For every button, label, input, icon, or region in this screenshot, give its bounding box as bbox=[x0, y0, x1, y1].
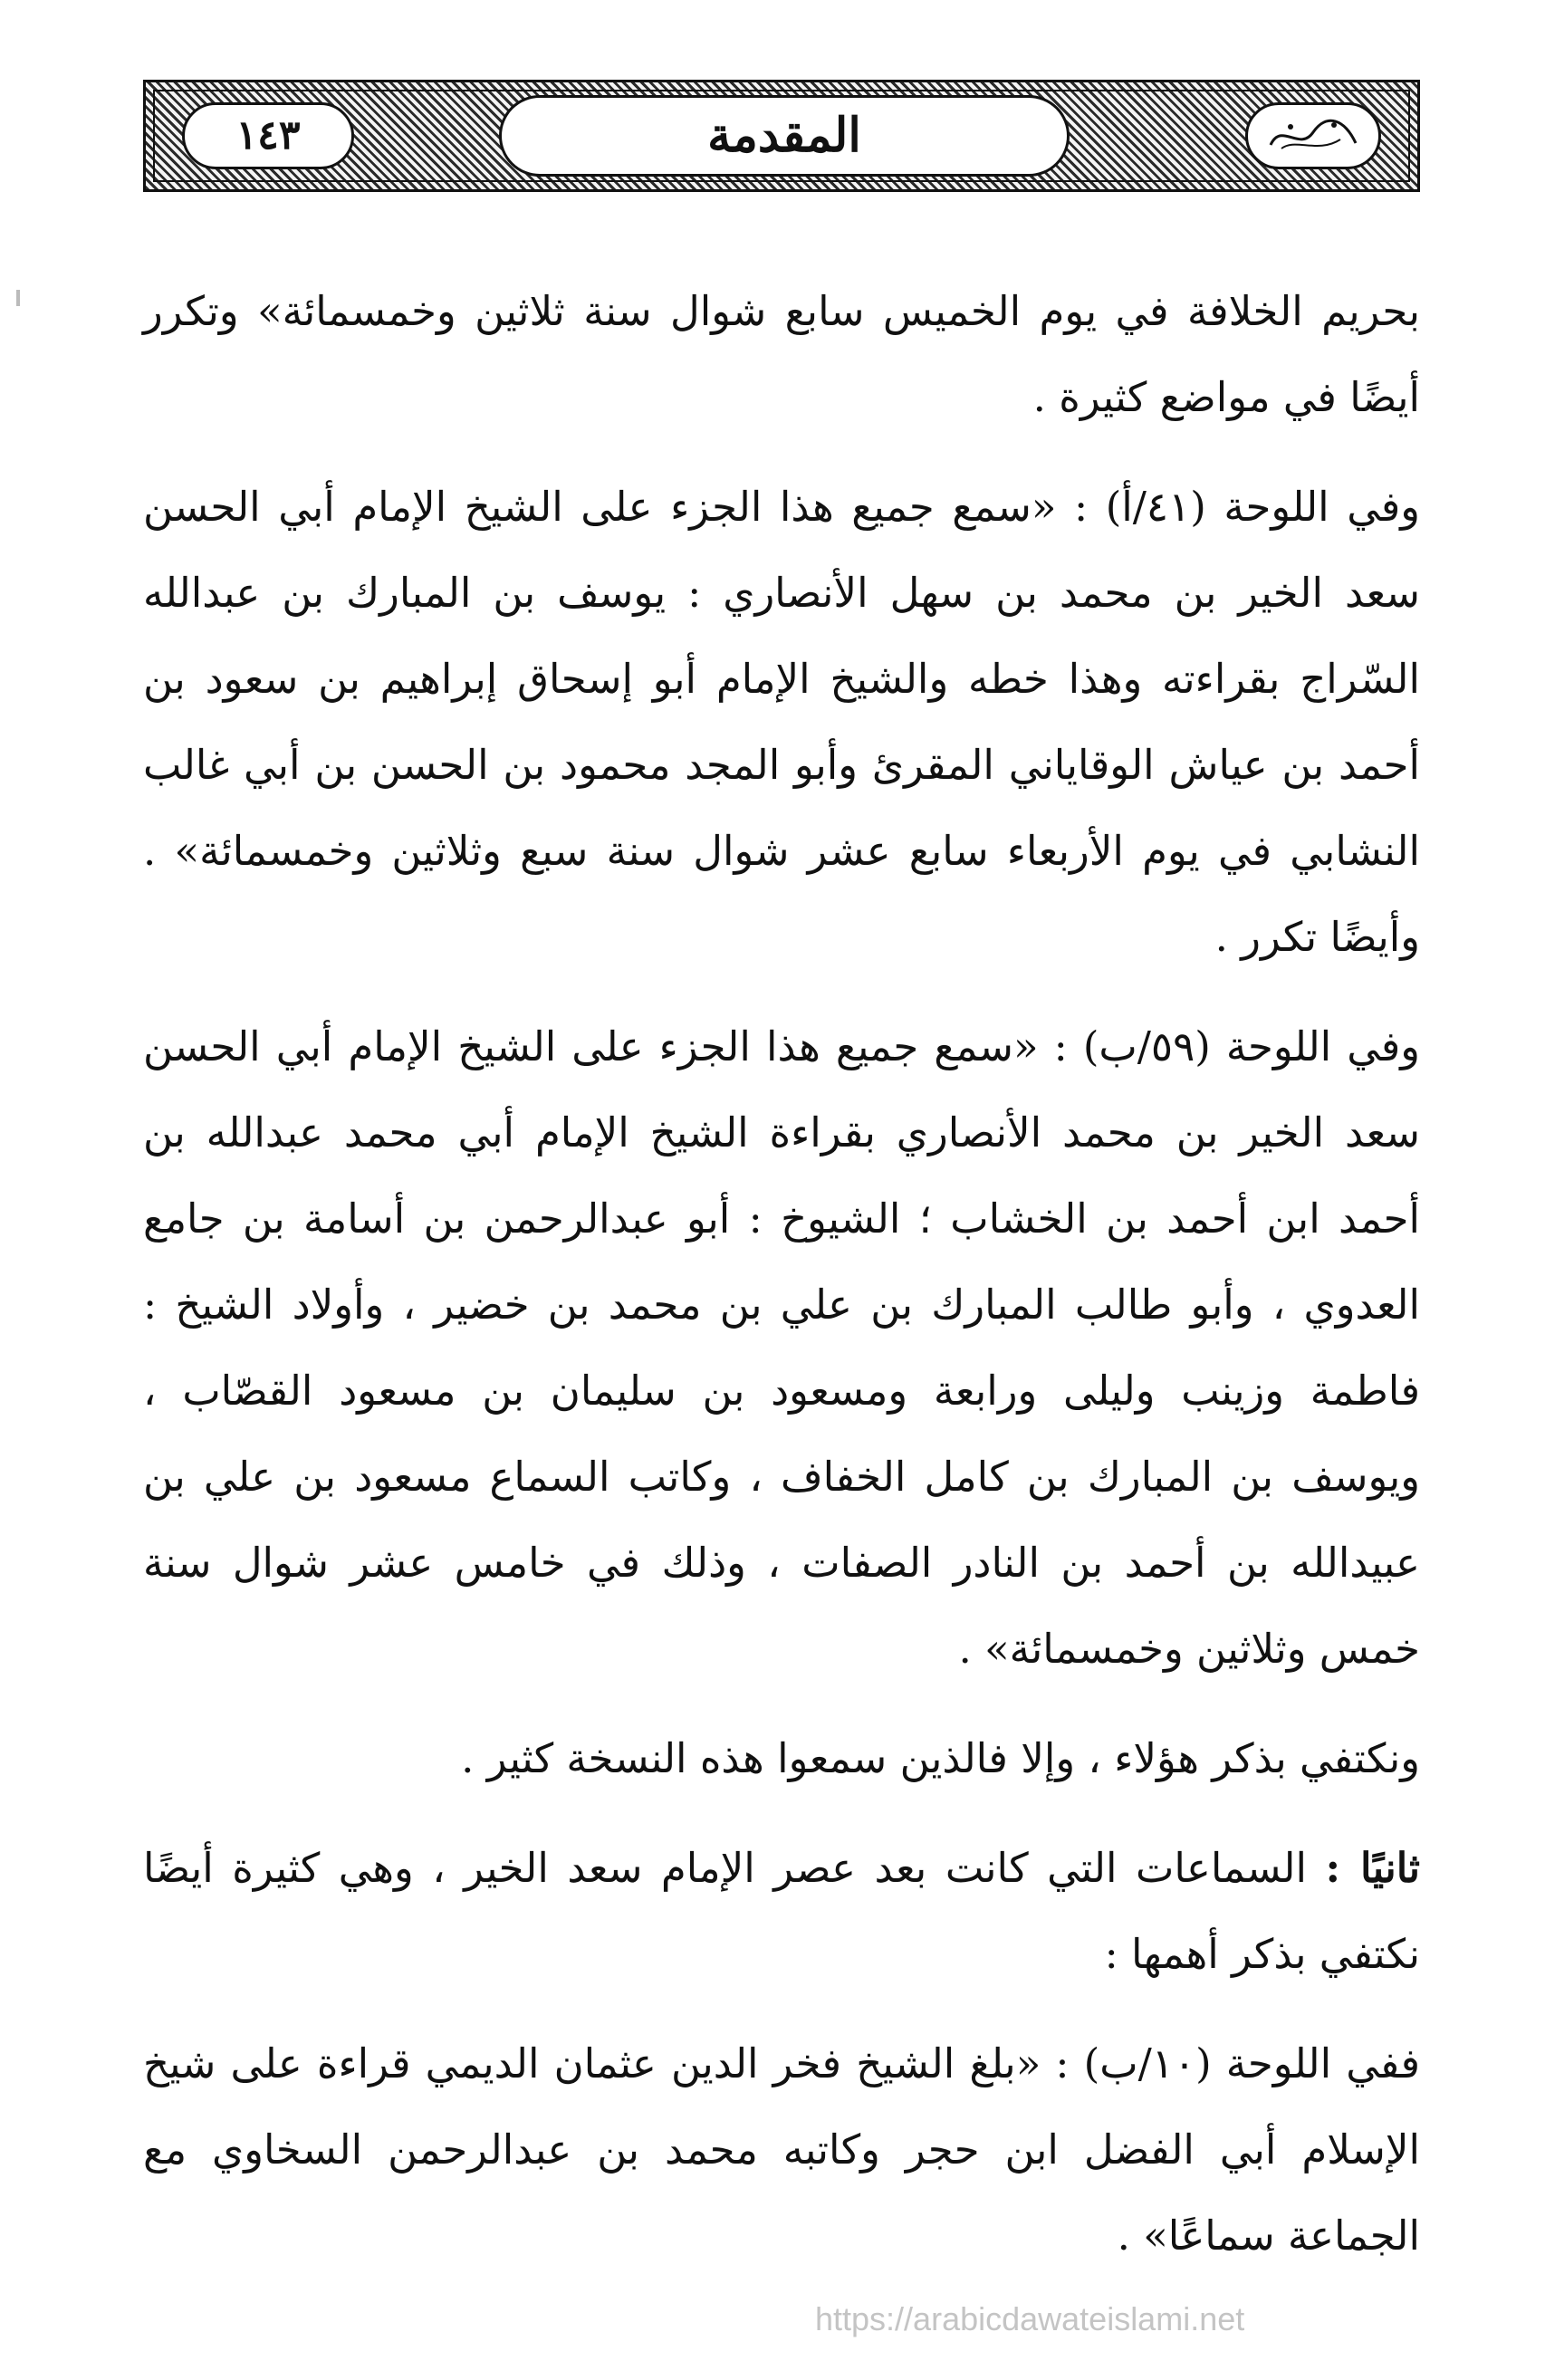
running-title: المقدمة bbox=[707, 108, 861, 163]
section-lead: ثانيًا : bbox=[1325, 1844, 1420, 1892]
text-line: وفي اللوحة (٤١/أ) : «سمع جميع هذا الجزء على الشيخ الإمام أبي الحسن bbox=[143, 483, 1420, 531]
page-body bbox=[143, 268, 1420, 2279]
text-line: شيخ الإسلام أبي الفضل ابن حجر وكاتبه محمد بن عبدالرحمن السخاوي مع bbox=[143, 2039, 1420, 2174]
text-line: سعد الخير بن محمد بن سهل الأنصاري : يوسف بن المبارك بن عبدالله السّراج bbox=[143, 569, 1420, 703]
paragraph-1 bbox=[143, 268, 1420, 440]
paragraph-6 bbox=[143, 2020, 1420, 2279]
scan-artifact bbox=[16, 290, 20, 306]
paragraph-4 bbox=[143, 1715, 1420, 1801]
page-header bbox=[143, 80, 1420, 192]
text-line: الصفات ، وذلك في خامس عشر شوال سنة خمس وثلاثين وخمسمائة» . bbox=[143, 1539, 1420, 1673]
site-watermark: https://arabicdawateislami.net bbox=[815, 2300, 1245, 2337]
text-line: ففي اللوحة (١٠/ب) : «بلغ الشيخ فخر الدين عثمان الديمي قراءة على bbox=[230, 2039, 1421, 2087]
text-line: بقراءته وهذا خطه والشيخ الإمام أبو إسحاق إبراهيم بن سعود بن أحمد بن bbox=[143, 655, 1420, 789]
text-line: ونكتفي بذكر هؤلاء ، وإلا فالذين سمعوا هذه النسخة كثير . bbox=[461, 1734, 1420, 1782]
text-line: بحريم الخلافة في يوم الخميس سابع شوال سنة ثلاثين وخمسمائة» وتكرر أيضًا bbox=[143, 287, 1420, 421]
text-line: ابن أحمد بن الخشاب ؛ الشيوخ : أبو عبدالرحمن بن أسامة بن جامع العدوي ، bbox=[143, 1195, 1421, 1329]
paragraph-5 bbox=[143, 1825, 1420, 1997]
text-line: نكتفي بذكر أهمها : bbox=[1104, 1930, 1420, 1978]
book-emblem-logo bbox=[1245, 102, 1381, 169]
text-line: الأربعاء سابع عشر شوال سنة سبع وثلاثين وخمسمائة» . وأيضًا تكرر . bbox=[143, 827, 1420, 961]
text-line: وفي اللوحة (٥٩/ب) : «سمع جميع هذا الجزء على الشيخ الإمام أبي الحسن bbox=[143, 1022, 1420, 1070]
text-line: السماعات التي كانت بعد عصر الإمام سعد الخير ، وهي كثيرة أيضًا bbox=[143, 1844, 1307, 1892]
paragraph-3 bbox=[143, 1003, 1420, 1692]
text-line: كامل الخفاف ، وكاتب السماع مسعود بن علي بن عبيدالله بن أحمد بن النادر bbox=[143, 1453, 1420, 1587]
page-number-frame bbox=[182, 102, 354, 169]
page-number: ١٤٣ bbox=[235, 112, 301, 158]
calligraphy-emblem-icon bbox=[1263, 112, 1363, 159]
paragraph-2 bbox=[143, 464, 1420, 980]
text-line: في مواضع كثيرة . bbox=[1032, 373, 1337, 421]
text-line: سعد الخير بن محمد الأنصاري بقراءة الشيخ الإمام أبي محمد عبدالله بن أحمد bbox=[143, 1108, 1421, 1243]
text-line: وليلى ورابعة ومسعود بن سليمان بن مسعود القصّاب ، ويوسف بن المبارك بن bbox=[143, 1367, 1420, 1501]
text-line: وأبو طالب المبارك بن علي بن محمد بن خضير ، وأولاد الشيخ : فاطمة وزينب bbox=[143, 1281, 1420, 1415]
running-title-cartouche bbox=[499, 95, 1070, 177]
text-line: عياش الوقاياني المقرئ وأبو المجد محمود بن الحسن بن أبي غالب النشابي في يوم bbox=[143, 741, 1420, 875]
text-line: الجماعة سماعًا» . bbox=[1117, 2212, 1420, 2260]
